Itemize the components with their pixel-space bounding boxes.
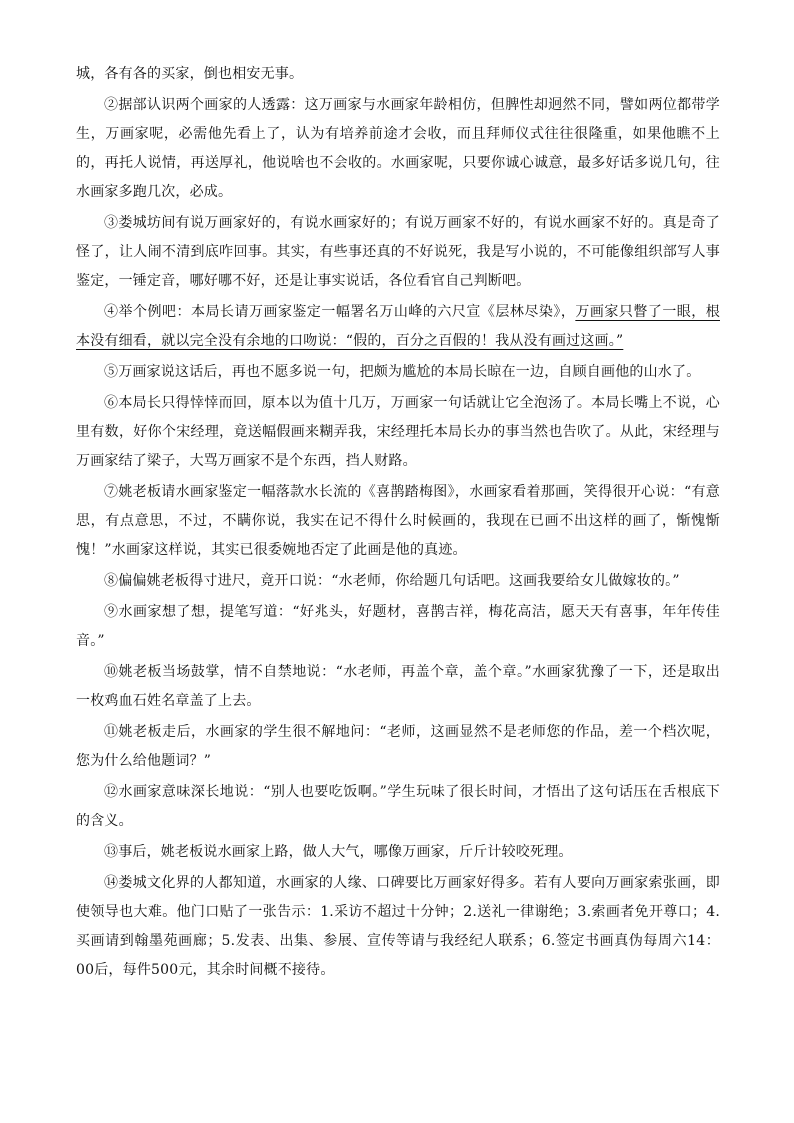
paragraph-continuation: 城，各有各的买家，倒也相安无事。: [76, 66, 304, 82]
paragraph-13: ⑬事后，姚老板说水画家上路，做人大气，哪像万画家，斤斤计较咬死理。: [104, 844, 573, 860]
paragraph-12: ⑫水画家意味深长地说：“别人也要吃饭啊。”学生玩味了很长时间，才悟出了这句话压在舌根底下的含义。: [76, 784, 720, 829]
paragraph-5: ⑤万画家说这话后，再也不愿多说一句，把颇为尴尬的本局长晾在一边，自顾自画他的山水了。: [104, 364, 701, 380]
paragraph-4: [76, 298, 720, 356]
paragraph-11: ⑪姚老板走后，水画家的学生很不解地问：“老师，这画显然不是老师您的作品，差一个档次呢，您为什么给他题词？”: [76, 724, 720, 769]
paragraph-7: ⑦姚老板请水画家鉴定一幅落款水长流的《喜鹊踏梅图》，水画家看着那画，笑得很开心说：“有意思，有点意思，不过，不瞒你说，我实在记不得什么时候画的，我现在已画不出这样的画了，惭愧惭愧！”水画家这样说，其实已很委婉地否定了此画是他的真迹。: [76, 484, 720, 558]
paragraph-6: ⑥本局长只得悻悻而回，原本以为值十几万，万画家一句话就让它全泡汤了。本局长嘴上不说，心里有数，好你个宋经理，竟送幅假画来糊弄我，宋经理托本局长办的事当然也告吹了。从此，宋经理与万画家结了梁子，大骂万画家不是个东西，挡人财路。: [76, 395, 720, 469]
paragraph-8: ⑧偏偏姚老板得寸进尺，竟开口说：“水老师，你给题几句话吧。这画我要给女儿做嫁妆的。”: [104, 573, 680, 589]
underlined-sentence: 万画家只瞥了一眼，根本没有细看，就以完全没有余地的口吻说：“假的，百分之百假的！我从没有画过这画。”: [76, 304, 720, 349]
paragraph-4-lead: ④举个例吧：本局长请万画家鉴定一幅署名万山峰的六尺宣《层林尽染》，: [104, 304, 576, 320]
paragraph-3: ③娄城坊间有说万画家好的，有说水画家好的；有说万画家不好的，有说水画家不好的。真是奇了怪了，让人闹不清到底咋回事。其实，有些事还真的不好说死，我是写小说的，不可能像组织部写人事鉴定，一锤定音，哪好哪不好，还是让事实说话，各位看官自己判断吧。: [76, 215, 720, 289]
paragraph-10: ⑩姚老板当场鼓掌，情不自禁地说：“水老师，再盖个章，盖个章。”水画家犹豫了一下，还是取出一枚鸡血石姓名章盖了上去。: [76, 664, 720, 709]
paragraph-2: ②据部认识两个画家的人透露：这万画家与水画家年龄相仿，但脾性却迥然不同，譬如两位都带学生，万画家呢，必需他先看上了，认为有培养前途才会收，而且拜师仪式往往很隆重，如果他瞧不上的，再托人说情，再送厚礼，他说啥也不会收的。水画家呢，只要你诚心诚意，最多好话多说几句，往水画家多跑几次，必成。: [76, 97, 720, 200]
article-body: [76, 60, 720, 987]
paragraph-9: ⑨水画家想了想，提笔写道：“好兆头，好题材，喜鹊吉祥，梅花高洁，愿天天有喜事，年年传佳音。”: [76, 604, 720, 649]
paragraph-14: ⑭娄城文化界的人都知道，水画家的人缘、口碑要比万画家好得多。若有人要向万画家索张画，即使领导也大难。他门口贴了一张告示：1.采访不超过十分钟；2.送礼一律谢绝；3.索画者免开尊口；4.买画请到翰墨苑画廊；5.发表、出集、参展、宣传等请与我经纪人联系；6.签定书画真伪每周六14：00后，每件500元，其余时间概不接待。: [76, 875, 720, 978]
